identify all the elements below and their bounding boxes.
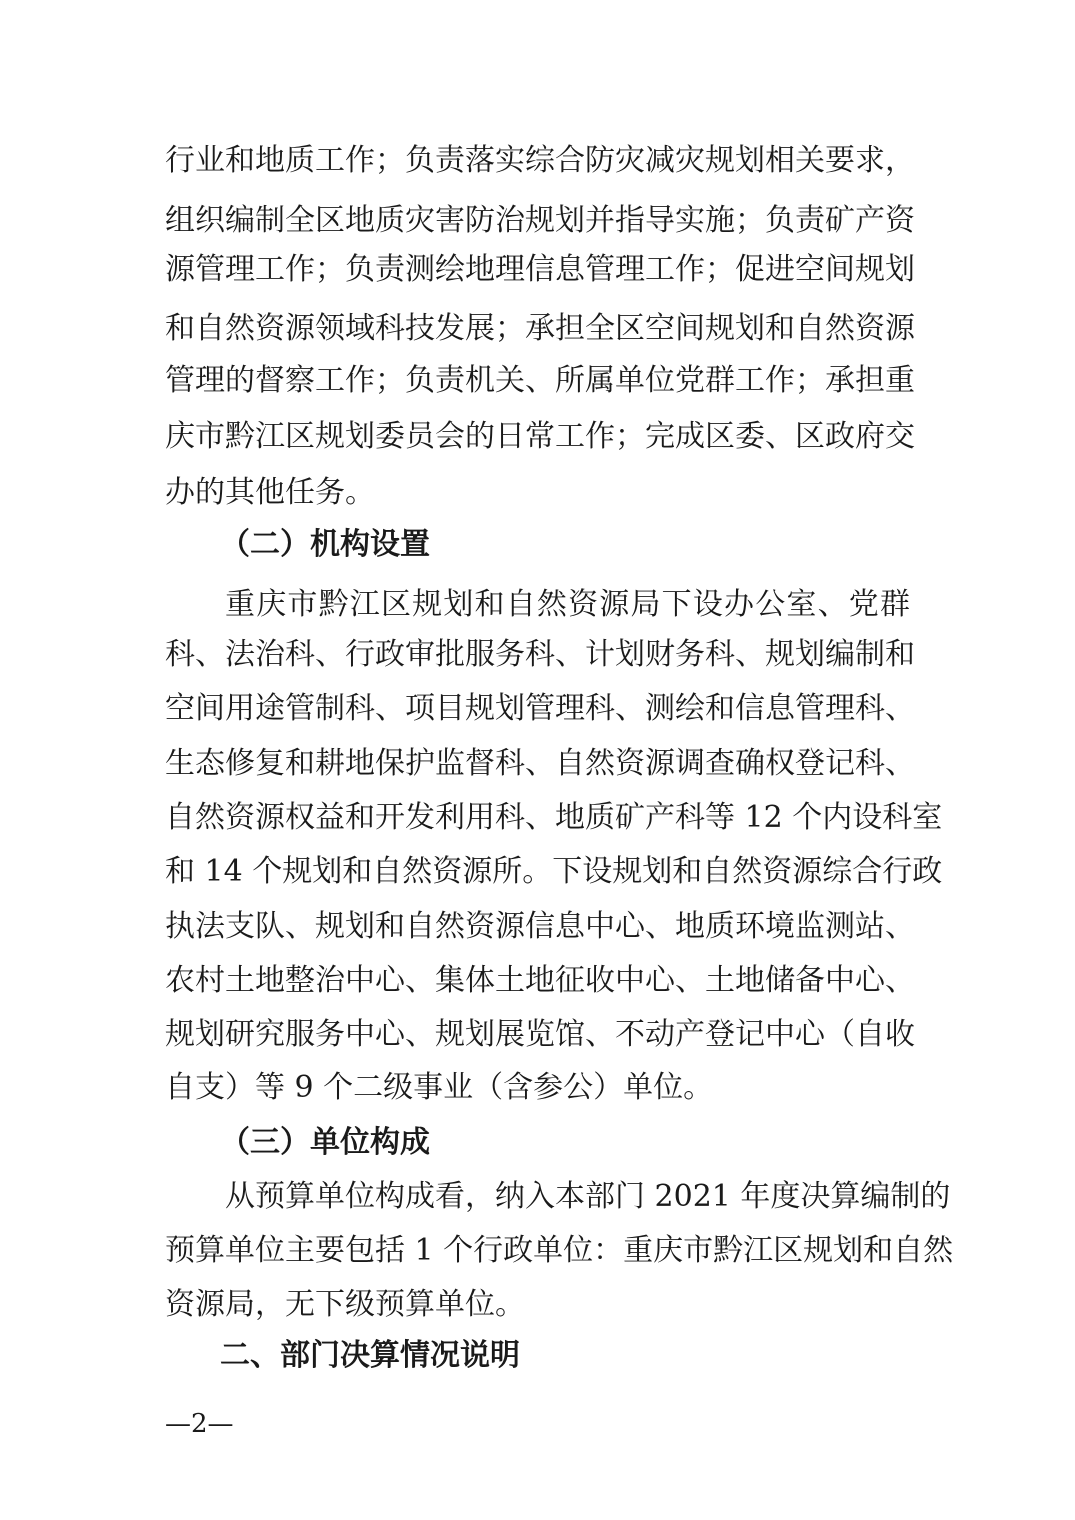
paragraph-line: 生态修复和耕地保护监督科、自然资源调查确权登记科、 <box>165 746 915 781</box>
paragraph-line: 行业和地质工作；负责落实综合防灾减灾规划相关要求， <box>165 143 915 178</box>
paragraph-line: 和 14 个规划和自然资源所。下设规划和自然资源综合行政 <box>165 854 943 889</box>
paragraph-line: 资源局，无下级预算单位。 <box>165 1287 525 1322</box>
section-heading-budget-explanation: 二、部门决算情况说明 <box>220 1338 520 1373</box>
paragraph-line: 和自然资源领域科技发展；承担全区空间规划和自然资源 <box>165 311 915 346</box>
paragraph-line: 执法支队、规划和自然资源信息中心、地质环境监测站、 <box>165 909 915 944</box>
paragraph-line: 预算单位主要包括 1 个行政单位：重庆市黔江区规划和自然 <box>165 1233 954 1268</box>
paragraph-line: 空间用途管制科、项目规划管理科、测绘和信息管理科、 <box>165 691 915 726</box>
paragraph-line: 科、法治科、行政审批服务科、计划财务科、规划编制和 <box>165 637 915 672</box>
paragraph-line: 庆市黔江区规划委员会的日常工作；完成区委、区政府交 <box>165 419 915 454</box>
paragraph-line: 源管理工作；负责测绘地理信息管理工作；促进空间规划 <box>165 252 915 287</box>
paragraph-line: 管理的督察工作；负责机关、所属单位党群工作；承担重 <box>165 363 915 398</box>
page-number: —2— <box>165 1409 234 1439</box>
subsection-heading-organization: （二）机构设置 <box>220 527 430 562</box>
paragraph-line: 自然资源权益和开发利用科、地质矿产科等 12 个内设科室 <box>165 800 943 835</box>
paragraph-line: 规划研究服务中心、规划展览馆、不动产登记中心（自收 <box>165 1017 915 1052</box>
paragraph-line: 自支）等 9 个二级事业（含参公）单位。 <box>165 1070 714 1105</box>
paragraph-line: 从预算单位构成看，纳入本部门 2021 年度决算编制的 <box>225 1179 951 1214</box>
subsection-heading-composition: （三）单位构成 <box>220 1125 430 1160</box>
paragraph-line: 组织编制全区地质灾害防治规划并指导实施；负责矿产资 <box>165 203 915 238</box>
paragraph-line: 重庆市黔江区规划和自然资源局下设办公室、党群 <box>225 587 910 622</box>
paragraph-line: 农村土地整治中心、集体土地征收中心、土地储备中心、 <box>165 963 915 998</box>
paragraph-line: 办的其他任务。 <box>165 475 375 510</box>
